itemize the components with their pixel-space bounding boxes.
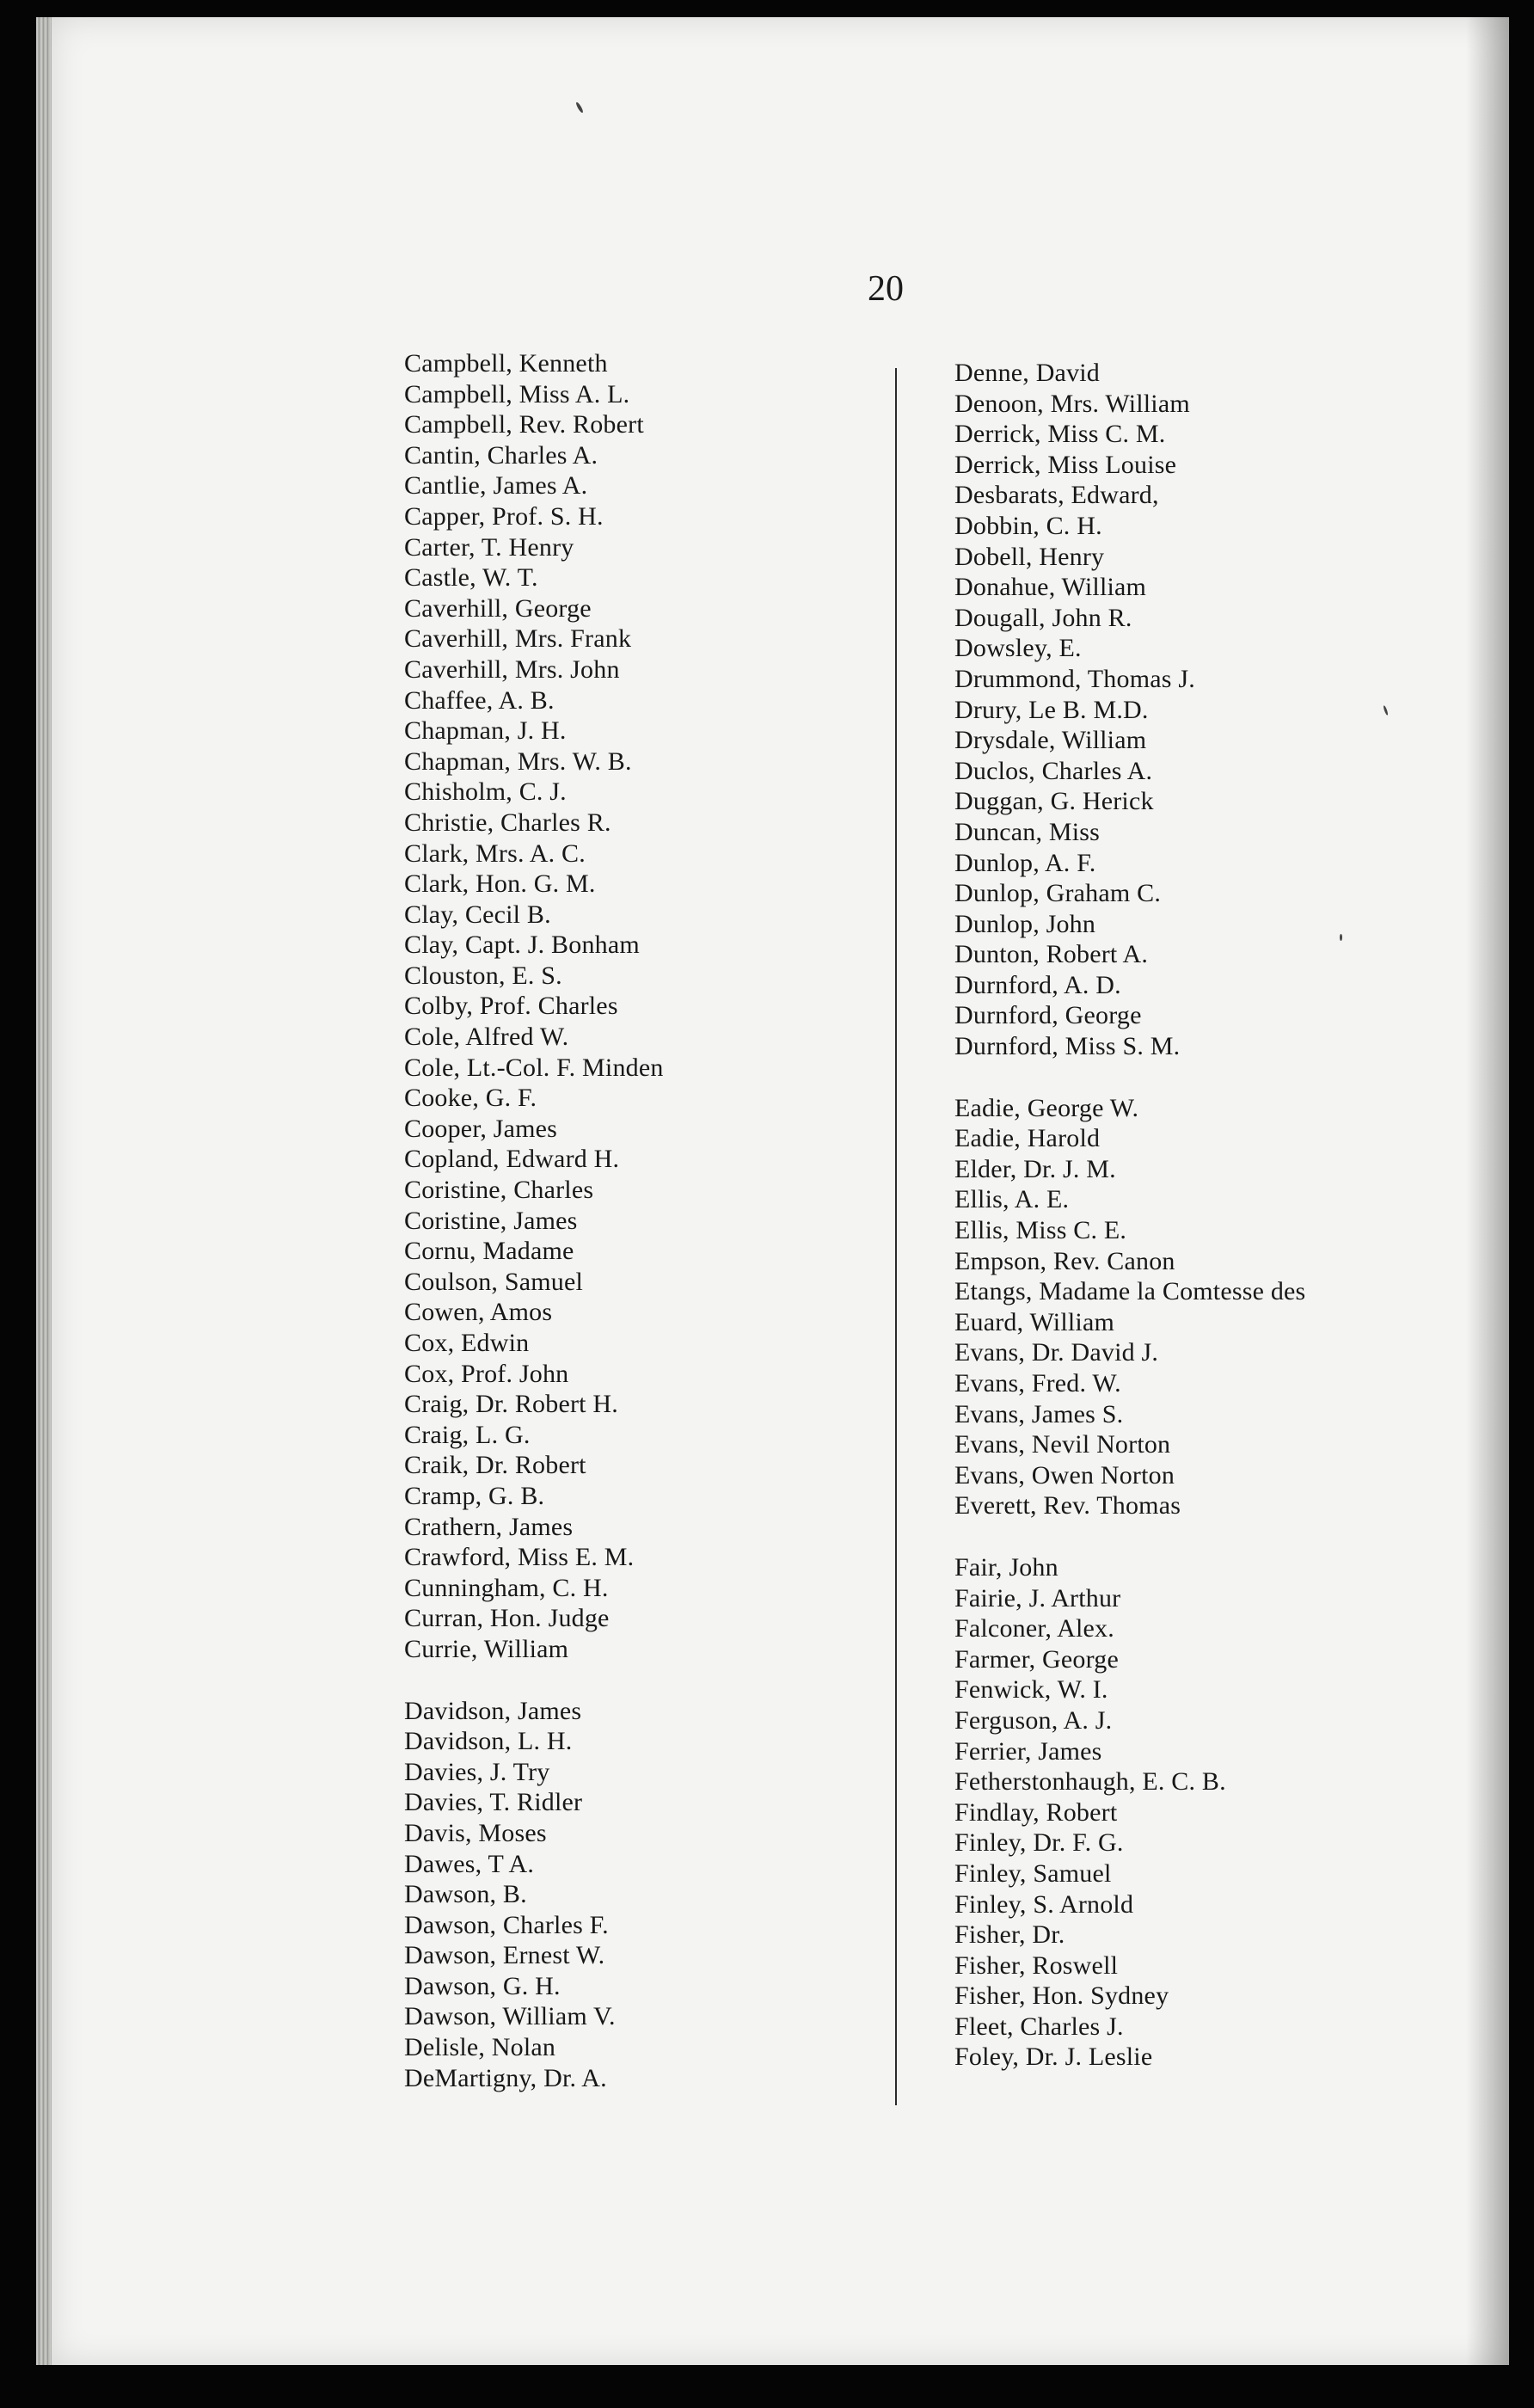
name-entry: Durnford, Miss S. M. xyxy=(954,1032,1181,1061)
left-letter-group xyxy=(404,1696,937,2094)
name-entry: Durnford, George xyxy=(954,1001,1142,1030)
name-entry: Fetherstonhaugh, E. C. B. xyxy=(954,1767,1226,1797)
name-entry: Ellis, A. E. xyxy=(954,1185,1070,1214)
name-entry: Caverhill, Mrs. Frank xyxy=(404,624,632,654)
name-entry: Coristine, James xyxy=(404,1206,578,1235)
name-entry: Currie, William xyxy=(404,1634,569,1663)
name-entry: Dawson, William V. xyxy=(404,2002,616,2031)
name-entry: Fleet, Charles J. xyxy=(954,2012,1124,2041)
right-letter-group xyxy=(954,1552,1488,2073)
name-entry: Davidson, L. H. xyxy=(404,1727,573,1756)
scan-speck xyxy=(1340,934,1342,941)
name-entry: Fenwick, W. I. xyxy=(954,1675,1108,1705)
name-entry: Coulson, Samuel xyxy=(404,1267,584,1296)
name-entry: Fair, John xyxy=(954,1552,1058,1582)
name-entry: Cantlie, James A. xyxy=(404,471,588,501)
name-entry: Colby, Prof. Charles xyxy=(404,992,618,1021)
left-name-column xyxy=(404,348,937,2093)
name-entry: Clark, Mrs. A. C. xyxy=(404,838,586,868)
name-entry: Dawson, Charles F. xyxy=(404,1910,609,1939)
name-entry: Cooke, G. F. xyxy=(404,1084,537,1113)
name-entry: Evans, James S. xyxy=(954,1399,1124,1428)
name-entry: Foley, Dr. J. Leslie xyxy=(954,2042,1153,2072)
name-entry: Copland, Edward H. xyxy=(404,1145,620,1174)
name-entry: Ellis, Miss C. E. xyxy=(954,1216,1127,1245)
name-entry: Dawes, T A. xyxy=(404,1849,535,1878)
name-entry: Durnford, A. D. xyxy=(954,970,1121,999)
name-entry: Crathern, James xyxy=(404,1512,574,1541)
name-entry: Falconer, Alex. xyxy=(954,1614,1114,1643)
name-entry: Clouston, E. S. xyxy=(404,961,562,990)
name-entry: Duggan, G. Herick xyxy=(954,787,1154,816)
name-entry: Fairie, J. Arthur xyxy=(954,1583,1121,1612)
name-entry: Evans, Fred. W. xyxy=(954,1369,1121,1398)
left-letter-group xyxy=(404,348,937,1665)
name-entry: Findlay, Robert xyxy=(954,1797,1118,1827)
name-entry: Dobbin, C. H. xyxy=(954,511,1102,540)
name-entry: Davidson, James xyxy=(404,1696,582,1725)
name-entry: Fisher, Hon. Sydney xyxy=(954,1981,1169,2011)
name-entry: Campbell, Kenneth xyxy=(404,349,608,378)
name-entry: Everett, Rev. Thomas xyxy=(954,1491,1181,1520)
right-letter-group xyxy=(954,358,1488,1062)
name-entry: Clark, Hon. G. M. xyxy=(404,869,596,899)
name-entry: Evans, Dr. David J. xyxy=(954,1338,1159,1367)
right-name-column xyxy=(954,358,1488,2073)
name-entry: Cooper, James xyxy=(404,1114,558,1143)
name-entry: Dawson, G. H. xyxy=(404,1971,561,2000)
page-number: 20 xyxy=(868,269,904,309)
name-entry: Farmer, George xyxy=(954,1644,1119,1674)
name-entry: Dunton, Robert A. xyxy=(954,940,1149,969)
name-entry: Finley, Dr. F. G. xyxy=(954,1828,1124,1858)
name-entry: DeMartigny, Dr. A. xyxy=(404,2063,607,2092)
name-entry: Davies, T. Ridler xyxy=(404,1788,583,1817)
name-entry: Denoon, Mrs. William xyxy=(954,389,1190,418)
name-entry: Etangs, Madame la Comtesse des xyxy=(954,1277,1306,1306)
name-entry: Christie, Charles R. xyxy=(404,808,611,837)
name-entry: Cornu, Madame xyxy=(404,1237,574,1266)
name-entry: Drysdale, William xyxy=(954,726,1147,755)
name-entry: Duncan, Miss xyxy=(954,817,1101,846)
name-entry: Cole, Lt.-Col. F. Minden xyxy=(404,1053,664,1082)
name-entry: Eadie, George W. xyxy=(954,1093,1139,1122)
name-entry: Dawson, B. xyxy=(404,1880,527,1909)
name-entry: Clay, Capt. J. Bonham xyxy=(404,931,640,960)
column-divider xyxy=(895,368,897,2105)
name-entry: Drummond, Thomas J. xyxy=(954,664,1195,693)
name-entry: Cunningham, C. H. xyxy=(404,1573,609,1602)
name-entry: Empson, Rev. Canon xyxy=(954,1246,1175,1275)
name-entry: Cramp, G. B. xyxy=(404,1481,545,1510)
name-entry: Fisher, Roswell xyxy=(954,1950,1119,1980)
name-entry: Carter, T. Henry xyxy=(404,532,574,562)
right-letter-group xyxy=(954,1093,1488,1521)
name-entry: Dowsley, E. xyxy=(954,634,1082,663)
name-entry: Duclos, Charles A. xyxy=(954,756,1153,785)
name-entry: Cole, Alfred W. xyxy=(404,1023,569,1052)
name-entry: Evans, Owen Norton xyxy=(954,1460,1175,1490)
name-entry: Cantin, Charles A. xyxy=(404,440,598,470)
name-entry: Dobell, Henry xyxy=(954,542,1105,571)
name-entry: Derrick, Miss Louise xyxy=(954,450,1177,479)
name-entry: Chapman, Mrs. W. B. xyxy=(404,746,632,776)
name-entry: Delisle, Nolan xyxy=(404,2033,556,2062)
name-entry: Finley, S. Arnold xyxy=(954,1889,1134,1919)
name-entry: Cox, Prof. John xyxy=(404,1359,569,1388)
name-entry: Cowen, Amos xyxy=(404,1298,553,1327)
name-entry: Derrick, Miss C. M. xyxy=(954,420,1166,449)
name-entry: Eadie, Harold xyxy=(954,1124,1101,1153)
name-entry: Donahue, William xyxy=(954,573,1147,602)
name-entry: Dougall, John R. xyxy=(954,603,1132,632)
name-entry: Dunlop, John xyxy=(954,909,1096,938)
name-entry: Evans, Nevil Norton xyxy=(954,1430,1171,1459)
name-entry: Davies, J. Try xyxy=(404,1757,550,1786)
name-entry: Capper, Prof. S. H. xyxy=(404,501,604,531)
name-entry: Clay, Cecil B. xyxy=(404,900,551,929)
name-entry: Craig, Dr. Robert H. xyxy=(404,1390,618,1419)
name-entry: Castle, W. T. xyxy=(404,563,538,593)
name-entry: Ferguson, A. J. xyxy=(954,1705,1113,1735)
name-entry: Dunlop, A. F. xyxy=(954,848,1096,877)
name-entry: Dunlop, Graham C. xyxy=(954,879,1162,908)
name-entry: Davis, Moses xyxy=(404,1818,547,1847)
name-entry: Cox, Edwin xyxy=(404,1329,530,1357)
name-entry: Fisher, Dr. xyxy=(954,1920,1065,1950)
name-entry: Elder, Dr. J. M. xyxy=(954,1154,1116,1183)
name-entry: Euard, William xyxy=(954,1307,1114,1336)
name-entry: Drury, Le B. M.D. xyxy=(954,695,1149,724)
name-entry: Craig, L. G. xyxy=(404,1420,531,1449)
name-entry: Caverhill, George xyxy=(404,593,592,623)
name-entry: Dawson, Ernest W. xyxy=(404,1941,605,1970)
name-entry: Curran, Hon. Judge xyxy=(404,1604,610,1633)
name-entry: Craik, Dr. Robert xyxy=(404,1451,586,1480)
name-entry: Campbell, Miss A. L. xyxy=(404,379,630,408)
name-entry: Campbell, Rev. Robert xyxy=(404,410,644,439)
name-entry: Coristine, Charles xyxy=(404,1176,594,1205)
name-entry: Ferrier, James xyxy=(954,1736,1102,1766)
name-entry: Crawford, Miss E. M. xyxy=(404,1543,635,1572)
name-entry: Chaffee, A. B. xyxy=(404,685,555,715)
name-entry: Chapman, J. H. xyxy=(404,716,567,746)
name-entry: Desbarats, Edward, xyxy=(954,481,1159,510)
name-entry: Denne, David xyxy=(954,359,1101,387)
name-entry: Finley, Samuel xyxy=(954,1858,1112,1888)
name-entry: Caverhill, Mrs. John xyxy=(404,654,620,684)
name-entry: Chisholm, C. J. xyxy=(404,777,567,807)
